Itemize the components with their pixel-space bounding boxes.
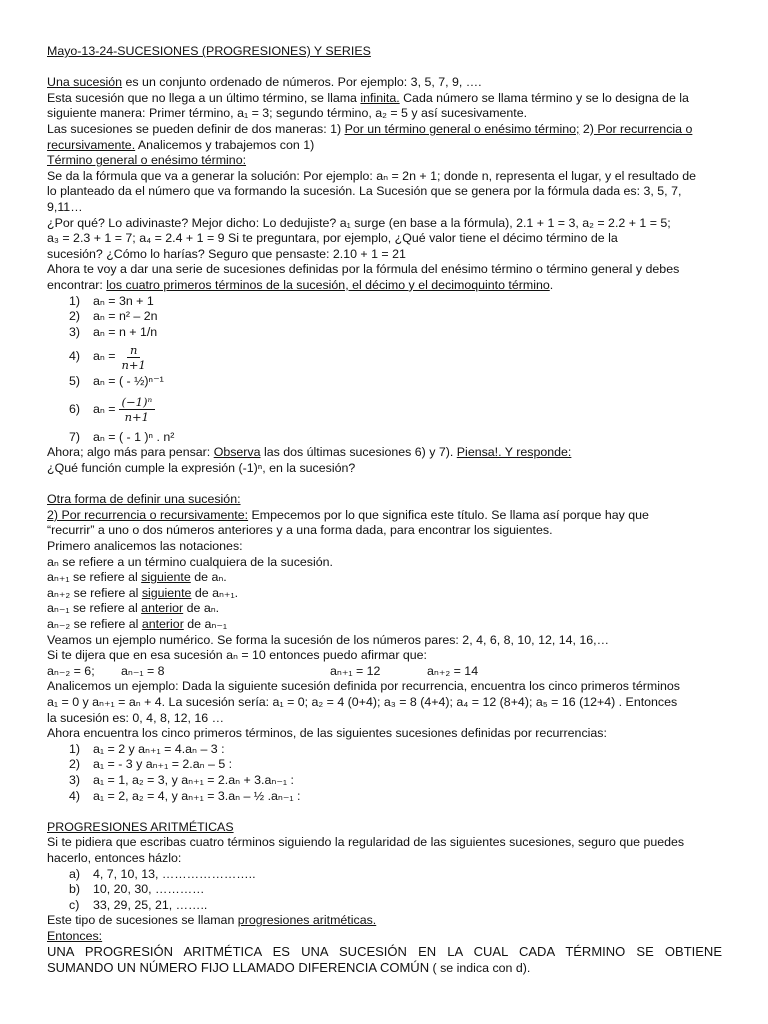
formula-text: aₙ = ( - 1 )ⁿ . n² <box>93 429 175 444</box>
fraction <box>119 343 149 372</box>
recurrence-text: a₁ = - 3 y aₙ₊₁ = 2.aₙ – 5 : <box>93 757 233 772</box>
item-number: 3) <box>69 324 81 339</box>
general-line-2: lo planteado da el número que va formando la sucesión. La Sucesión que se genera por la fórmula dada es: 3, 5, 7, <box>47 184 682 199</box>
general-line-3: 9,11… <box>47 199 83 214</box>
intro-line-3: siguiente manera: Primer término, a₁ = 3; segundo término, a₂ = 5 y así sucesivamente. <box>47 106 528 121</box>
item-letter: a) <box>69 866 81 881</box>
recurrence-list <box>47 742 722 804</box>
general-line-8-a: encontrar: <box>47 277 107 292</box>
recur-line-7 <box>47 601 722 617</box>
recur-line-1 <box>47 508 722 524</box>
recur-line-6-a: aₙ₊₂ se refiere al <box>47 585 142 600</box>
item-number: 3) <box>69 772 81 787</box>
spacer <box>47 60 722 76</box>
intro-line-2-a: Esta sucesión que no llega a un último término, se llama <box>47 90 361 105</box>
word-anterior: anterior <box>141 617 184 631</box>
item-number: 2) <box>69 757 81 772</box>
list-item <box>69 882 722 898</box>
item-letter: c) <box>69 897 80 912</box>
formula-list <box>47 294 722 446</box>
recurrence-text: a₁ = 2 y aₙ₊₁ = 4.aₙ – 3 : <box>93 741 225 756</box>
recur-line-14: la sucesión es: 0, 4, 8, 12, 16 … <box>47 710 225 725</box>
recurrence-text: a₁ = 1, a₂ = 3, y aₙ₊₁ = 2.aₙ + 3.aₙ₋₁ : <box>93 772 294 787</box>
general-task: los cuatro primeros términos de la sucesión, el décimo y el decimoquinto término <box>106 277 550 292</box>
item-number: 1) <box>69 293 81 308</box>
general-line-4: ¿Por qué? Lo adivinaste? Mejor dicho: Lo dedujiste? a₁ surge (en base a la fórmula), 2.1 + 1 = 3, a₂ = 2.2 + 1 = 5; <box>47 215 671 230</box>
recur-line-7-a: aₙ₋₁ se refiere al <box>47 601 142 616</box>
recur-line-8 <box>47 617 722 633</box>
recur-line-10: Si te dijera que en esa sucesión aₙ = 10 entonces puedo afirmar que: <box>47 648 428 663</box>
page-title: Mayo-13-24-SUCESIONES (PROGRESIONES) Y SERIES <box>47 44 371 58</box>
fraction-numerator: n <box>127 343 140 358</box>
intro-line-4-b: 2) <box>579 121 594 136</box>
intro-line-4-a: Las sucesiones se pueden definir de dos maneras: 1) <box>47 121 345 136</box>
intro-line-5-text: Analicemos y trabajemos con 1) <box>135 137 315 152</box>
recur-subheading: 2) Por recurrencia o recursivamente: <box>47 507 249 522</box>
list-item <box>69 325 722 341</box>
item-number: 2) <box>69 309 81 324</box>
term-recurrencia: Por recurrencia o <box>593 121 693 136</box>
general-line-6: sucesión? ¿Cómo lo harías? Seguro que pensaste: 2.10 + 1 = 21 <box>47 246 406 261</box>
recur-line-8-a: aₙ₋₂ se refiere al <box>47 617 142 631</box>
recur-line-2: “recurrir” a uno o dos números anteriores y a una forma dada, para encontrar los siguientes. <box>47 523 553 538</box>
sequence-text: 10, 20, 30, ………… <box>93 882 205 897</box>
recur-line-3: Primero analicemos las notaciones: <box>47 539 243 554</box>
spacer <box>47 804 722 820</box>
intro-line-1-text: es un conjunto ordenado de números. Por ejemplo: 3, 5, 7, 9, …. <box>122 75 482 90</box>
item-number: 1) <box>69 741 81 756</box>
term-general: Por un término general o enésimo término; <box>344 121 580 136</box>
fraction-denominator: n+1 <box>121 357 146 372</box>
word-siguiente: siguiente <box>141 570 191 585</box>
fraction-denominator: n+1 <box>124 410 149 425</box>
arith-entonces: Entonces: <box>47 928 103 943</box>
recur-line-12: Analicemos un ejemplo: Dada la siguiente sucesión definida por recurrencia, encuentra los cinco primeros términos <box>47 679 680 694</box>
term-n-minus-2: aₙ₋₂ = 6; <box>47 663 95 678</box>
term-progresiones: progresiones aritméticas. <box>237 913 377 928</box>
section-heading-arithmetic: PROGRESIONES ARITMÉTICAS <box>47 819 234 834</box>
recur-line-13: a₁ = 0 y aₙ₊₁ = aₙ + 4. La sucesión sería: a₁ = 0; a₂ = 4 (0+4); a₃ = 8 (4+4); a₄ = 12 (8+4); a₅ = 16 (12+4) . Entonces <box>47 694 678 709</box>
arith-line-3-a: Este tipo de sucesiones se llaman <box>47 913 238 928</box>
recur-line-7-b: de aₙ. <box>183 601 220 616</box>
recur-line-1-text: Empecemos por lo que significa este título. Se llama así porque hay que <box>248 507 649 522</box>
list-item <box>69 340 722 374</box>
intro-line-5 <box>47 138 722 154</box>
term-n-minus-1: aₙ₋₁ = 8 <box>121 663 165 678</box>
recur-line-8-b: de aₙ₋₁ <box>183 617 228 631</box>
list-item <box>69 390 722 430</box>
item-number: 4) <box>69 349 81 364</box>
formula-text: aₙ = <box>93 402 116 417</box>
list-item <box>69 309 722 325</box>
formula-text: aₙ = <box>93 349 116 364</box>
list-item <box>69 757 722 773</box>
recur-line-9: Veamos un ejemplo numérico. Se forma la sucesión de los números pares: 2, 4, 6, 8, 10, 12, 14, 16,… <box>47 632 610 647</box>
term-n-plus-1: aₙ₊₁ = 12 <box>330 663 381 678</box>
sequence-text: 4, 7, 10, 13, ………………….. <box>93 866 256 881</box>
recur-line-15: Ahora encuentra los cinco primeros términos, de las siguientes sucesiones definidas por recurrencias: <box>47 726 607 741</box>
term-sucesion: Una sucesión <box>47 75 123 90</box>
general-line-8 <box>47 278 722 294</box>
intro-line-4 <box>47 122 722 138</box>
formula-text: aₙ = ( - ½)ⁿ⁻¹ <box>93 374 164 389</box>
item-number: 4) <box>69 788 81 803</box>
fraction-numerator: (−1)ⁿ <box>119 395 156 410</box>
think-line-1 <box>47 445 722 461</box>
recur-line-5 <box>47 570 722 586</box>
list-item <box>69 294 722 310</box>
arith-line-1: Si te pidiera que escribas cuatro términos siguiendo la regularidad de las siguientes sucesiones, seguro que puedes <box>47 835 685 850</box>
recur-line-5-a: aₙ₊₁ se refiere al <box>47 570 142 585</box>
recur-line-11 <box>47 664 722 680</box>
document-body <box>47 44 722 977</box>
general-line-1: Se da la fórmula que va a generar la solución: Por ejemplo: aₙ = 2n + 1; donde n, representa el lugar, y el resultado de <box>47 168 696 183</box>
recur-line-5-b: de aₙ. <box>190 570 227 585</box>
list-item <box>69 898 722 914</box>
word-anterior: anterior <box>141 601 184 616</box>
term-infinita: infinita. <box>360 90 400 105</box>
term-recursivamente: recursivamente. <box>47 137 136 152</box>
list-item <box>69 742 722 758</box>
formula-text: aₙ = 3n + 1 <box>93 293 154 308</box>
general-line-7: Ahora te voy a dar una serie de sucesiones definidas por la fórmula del enésimo término o término general y debes <box>47 262 680 277</box>
formula-text: aₙ = n + 1/n <box>93 324 158 339</box>
list-item <box>69 867 722 883</box>
recurrence-text: a₁ = 2, a₂ = 4, y aₙ₊₁ = 3.aₙ – ½ .aₙ₋₁ : <box>93 788 301 803</box>
section-heading-general: Término general o enésimo término: <box>47 153 247 168</box>
term-n-plus-2: aₙ₊₂ = 14 <box>427 663 479 678</box>
list-item <box>69 789 722 805</box>
section-heading-recurrence: Otra forma de definir una sucesión: <box>47 492 241 507</box>
general-line-8-b: . <box>549 277 554 292</box>
definition-line-2-b: ( se indica con d). <box>429 961 531 976</box>
spacer <box>47 477 722 493</box>
think-observa: Observa <box>213 445 261 460</box>
item-number: 6) <box>69 402 81 417</box>
general-line-5: a₃ = 2.3 + 1 = 7; a₄ = 2.4 + 1 = 9 Si te preguntara, por ejemplo, ¿Qué valor tiene el décimo término de la <box>47 231 618 246</box>
recur-line-6-b: de aₙ₊₁. <box>191 585 239 600</box>
definition-line-2-a: SUMANDO UN NÚMERO FIJO LLAMADO DIFERENCIA COMÚN <box>47 960 430 976</box>
definition-line-2 <box>47 960 722 977</box>
think-piensa: Piensa!. Y responde: <box>456 445 572 460</box>
intro-line-2-b: Cada número se llama término y se lo designa de la <box>399 90 689 105</box>
arith-line-2: hacerlo, entonces házlo: <box>47 850 182 865</box>
list-item <box>69 773 722 789</box>
recur-line-6 <box>47 586 722 602</box>
word-siguiente: siguiente <box>141 585 192 600</box>
think-a: Ahora; algo más para pensar: <box>47 445 214 460</box>
fraction <box>119 395 156 424</box>
list-item <box>69 374 722 390</box>
item-number: 5) <box>69 374 81 389</box>
definition-line-1: UNA PROGRESIÓN ARITMÉTICA ES UNA SUCESIÓN EN LA CUAL CADA TÉRMINO SE OBTIENE <box>47 944 722 960</box>
intro-line-2 <box>47 91 722 107</box>
think-line-2: ¿Qué función cumple la expresión (-1)ⁿ, en la sucesión? <box>47 461 356 476</box>
intro-line-1 <box>47 75 722 91</box>
recur-line-4: aₙ se refiere a un término cualquiera de la sucesión. <box>47 554 333 569</box>
sequence-text: 33, 29, 25, 21, …….. <box>93 897 208 912</box>
formula-text: aₙ = n² – 2n <box>93 309 158 324</box>
item-number: 7) <box>69 429 81 444</box>
think-b: las dos últimas sucesiones 6) y 7). <box>260 445 457 460</box>
arith-list <box>47 867 722 914</box>
list-item <box>69 430 722 446</box>
arith-line-3 <box>47 913 722 929</box>
item-letter: b) <box>69 882 81 897</box>
